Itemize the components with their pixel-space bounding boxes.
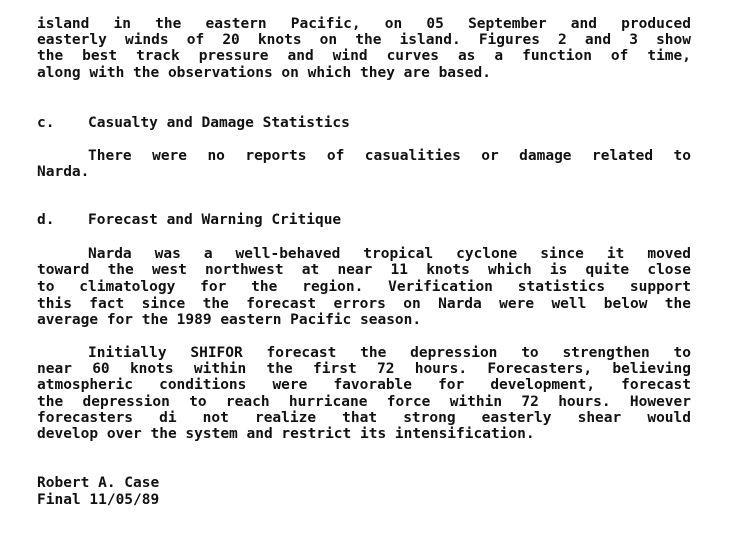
- section-d-p1-line-2: toward the west northwest at near 11 knots which is quite close: [37, 262, 691, 278]
- section-d-letter: d.: [37, 212, 55, 228]
- section-d-p2-line-4: the depression to reach hurricane force within 72 hours. However: [37, 394, 691, 410]
- intro-line-4: along with the observations on which they are based.: [37, 65, 491, 81]
- intro-line-1: island in the eastern Pacific, on 05 September and produced: [37, 16, 691, 32]
- author-name: Robert A. Case: [37, 475, 160, 491]
- intro-line-3: the best track pressure and wind curves as a function of time,: [37, 48, 691, 64]
- section-c-line-1: There were no reports of casualities or damage related to: [88, 148, 691, 164]
- section-d-title: Forecast and Warning Critique: [88, 212, 342, 228]
- section-d-p2-line-5: forecasters di not realize that strong easterly shear would: [37, 410, 691, 426]
- section-d-p1-line-1: Narda was a well-behaved tropical cyclone since it moved: [88, 246, 691, 262]
- section-d-p2-line-6: develop over the system and restrict its intensification.: [37, 426, 535, 442]
- section-d-p1-line-4: this fact since the forecast errors on Narda were well below the: [37, 296, 691, 312]
- section-d-p2-line-3: atmospheric conditions were favorable for development, forecast: [37, 377, 691, 393]
- intro-line-2: easterly winds of 20 knots on the island. Figures 2 and 3 show: [37, 32, 691, 48]
- final-date: Final 11/05/89: [37, 492, 160, 508]
- section-d-p1-line-5: average for the 1989 eastern Pacific season.: [37, 312, 422, 328]
- section-d-p2-line-1: Initially SHIFOR forecast the depression to strengthen to: [88, 345, 691, 361]
- section-c-title: Casualty and Damage Statistics: [88, 115, 350, 131]
- section-c-line-2: Narda.: [37, 164, 90, 180]
- section-d-p1-line-3: to climatology for the region. Verification statistics support: [37, 279, 691, 295]
- section-d-p2-line-2: near 60 knots within the first 72 hours. Forecasters, believing: [37, 361, 691, 377]
- section-c-letter: c.: [37, 115, 55, 131]
